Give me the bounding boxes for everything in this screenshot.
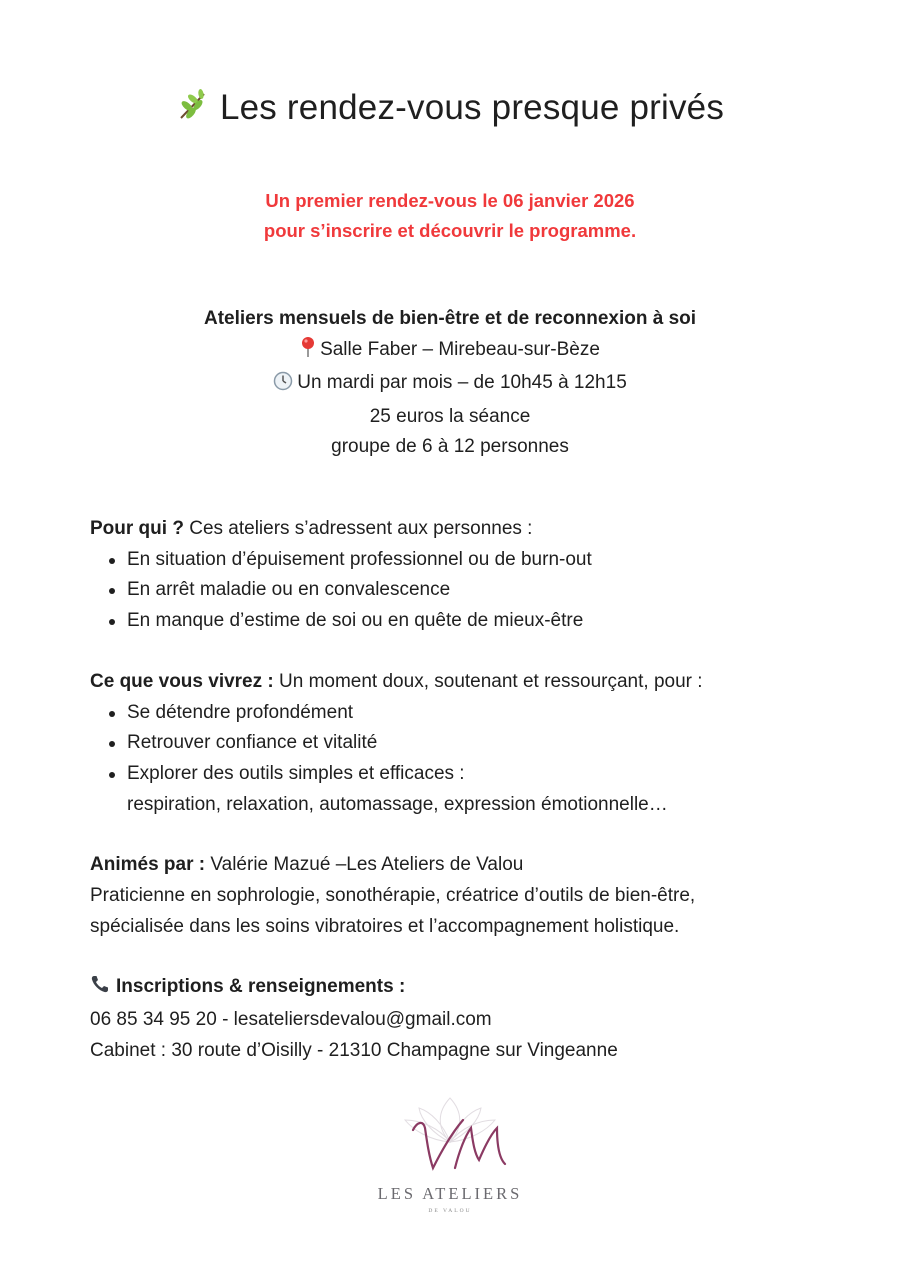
- pour-qui-label: Pour qui ?: [90, 518, 184, 539]
- logo-name: LES ATELIERS: [377, 1184, 523, 1203]
- workshop-price: 25 euros la séance: [369, 405, 531, 427]
- list-item: En arrêt maladie ou en convalescence: [127, 575, 850, 606]
- section-animes-par: [90, 850, 850, 942]
- herb-icon: [176, 88, 210, 131]
- workshop-location: [0, 335, 900, 369]
- list-item: Retrouver confiance et vitalité: [127, 728, 850, 759]
- list-item-text: Explorer des outils simples et efficaces :: [127, 762, 465, 784]
- list-item: En situation d’épuisement professionnel ou de burn-out: [127, 545, 850, 576]
- lotus-monogram-icon: [355, 1090, 545, 1185]
- page-title: [0, 88, 900, 131]
- section-inscriptions: [90, 972, 850, 1066]
- list-item-continuation: respiration, relaxation, automassage, expression émotionnelle…: [127, 793, 668, 815]
- workshop-schedule: [0, 368, 900, 402]
- section-pour-qui: [90, 514, 850, 637]
- vivrez-list: [90, 698, 850, 821]
- section-vivrez: [90, 667, 850, 821]
- logo-subtitle: DE VALOU: [428, 1208, 472, 1214]
- title-text: Les rendez-vous presque privés: [219, 88, 725, 127]
- workshop-heading: Ateliers mensuels de bien-être et de reconnexion à soi: [203, 308, 697, 329]
- animes-description-1: Praticienne en sophrologie, sonothérapie, créatrice d’outils de bien-être,: [90, 885, 696, 907]
- phone-icon: [90, 974, 110, 1005]
- workshop-info: [0, 304, 900, 463]
- animes-label: Animés par :: [90, 854, 206, 876]
- animes-description-2: spécialisée dans les soins vibratoires et l’accompagnement holistique.: [90, 915, 680, 937]
- pour-qui-list: [90, 545, 850, 637]
- vivrez-intro: Un moment doux, soutenant et ressourçant, pour :: [273, 670, 703, 692]
- schedule-text: Un mardi par mois – de 10h45 à 12h15: [297, 372, 627, 393]
- inscriptions-label: Inscriptions & renseignements :: [116, 976, 406, 998]
- vivrez-label: Ce que vous vivrez :: [90, 670, 274, 692]
- invitation-notice: [0, 186, 900, 246]
- list-item: En manque d’estime de soi ou en quête de mieux-être: [127, 606, 850, 637]
- les-ateliers-de-valou-logo: [355, 1090, 545, 1220]
- location-text: Salle Faber – Mirebeau-sur-Bèze: [320, 338, 600, 360]
- workshop-group-size: groupe de 6 à 12 personnes: [331, 436, 569, 457]
- address-line: Cabinet : 30 route d’Oisilly - 21310 Champagne sur Vingeanne: [90, 1039, 618, 1061]
- location-pin-icon: [300, 336, 316, 369]
- contact-line: 06 85 34 95 20 - lesateliersdevalou@gmail.com: [90, 1009, 492, 1031]
- clock-icon: [273, 371, 293, 402]
- pour-qui-intro: Ces ateliers s’adressent aux personnes :: [183, 518, 533, 539]
- list-item: Se détendre profondément: [127, 698, 850, 729]
- list-item: [127, 759, 850, 820]
- invitation-line-2: pour s’inscrire et découvrir le programme.: [263, 220, 637, 241]
- animes-name: Valérie Mazué –Les Ateliers de Valou: [205, 854, 524, 876]
- document-body: [90, 514, 850, 1067]
- invitation-line-1: Un premier rendez-vous le 06 janvier 2026: [265, 190, 635, 211]
